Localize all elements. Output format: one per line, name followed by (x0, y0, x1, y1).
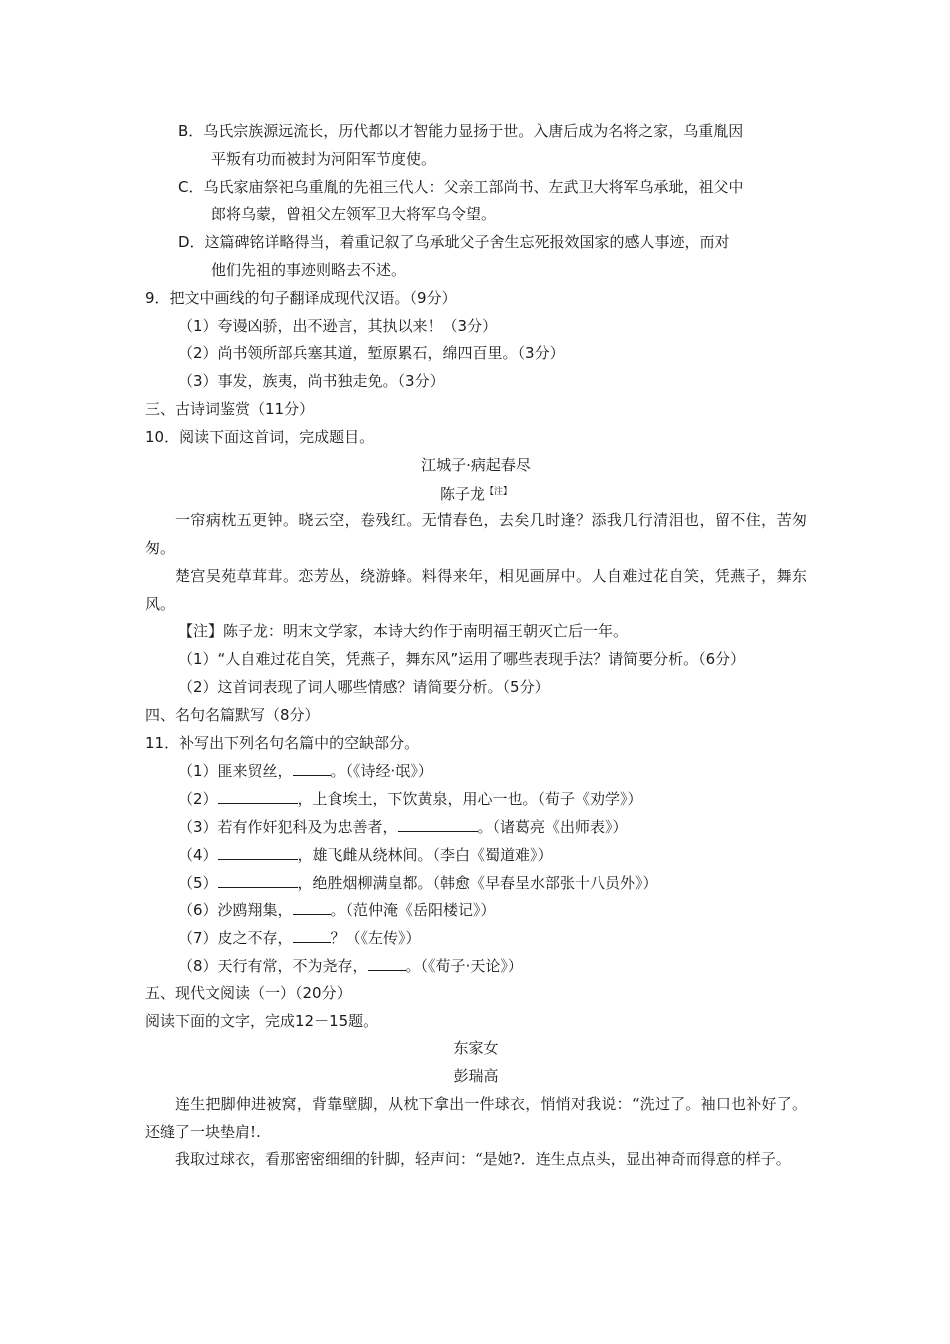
answer-blank[interactable] (293, 924, 331, 943)
q8-option-c (145, 174, 807, 230)
poem-title: 江城子·病起春尽 (421, 455, 531, 474)
poem-note: 【注】陈子龙：明末文学家，本诗大约作于南明福王朝灭亡后一年。 (178, 622, 629, 641)
answer-blank[interactable] (398, 813, 478, 832)
poem-stanza: 一帘病枕五更钟。晓云空，卷残红。无情春色，去矣几时逢？添我几行清泪也，留不住，苦匆匆。 (145, 511, 807, 557)
poem-author-line (145, 479, 807, 507)
option-line: 他们先祖的事迹则略去不述。 (211, 260, 407, 279)
q9-item: （2）尚书领所部兵塞其道，堑原累石，绵四百里。（3分） (178, 344, 565, 363)
option-line: B．乌氏宗族源远流长，历代都以才智能力显扬于世。入唐后成为名将之家，乌重胤因 (178, 122, 744, 140)
author-note-mark: 【注】 (485, 487, 513, 498)
poem-stanza: 楚宫吴苑草茸茸。恋芳丛，绕游蜂。料得来年，相见画屏中。人自难过花自笑，凭燕子，舞东风。 (145, 566, 807, 613)
option-line: 郎将乌蒙，曾祖父左领军卫大将军乌令望。 (211, 205, 497, 224)
q11-item-suffix: ，雄飞雌从绕林间。（李白《蜀道难》） (297, 845, 553, 864)
q8-option-d (145, 229, 807, 285)
article-paragraph: 我取过球衣，看那密密细细的针脚，轻声问：“是她?．连生点点头，显出神奇而得意的样子。 (175, 1150, 791, 1169)
q11-item-prefix: （6）沙鸥翔集， (178, 901, 293, 920)
q9-stem: 9．把文中画线的句子翻译成现代汉语。（9分） (145, 288, 457, 307)
q10-sub2: （2）这首词表现了词人哪些情感？请简要分析。（5分） (178, 677, 550, 696)
q11-item-prefix: （5） (178, 873, 218, 892)
q11-item-prefix: （2） (178, 790, 218, 809)
q10-stem: 10．阅读下面这首词，完成题目。 (145, 427, 375, 446)
article-paragraph: 连生把脚伸进被窝，背靠壁脚，从枕下拿出一件球衣，悄悄对我说：“洗过了。袖口也补好了。还缝了一块垫肩!. (145, 1094, 807, 1141)
section-heading: 四、名句名篇默写（8分） (145, 705, 320, 724)
answer-blank[interactable] (218, 869, 298, 888)
q11-item (145, 785, 807, 813)
q10-sub1: （1）“人自难过花自笑，凭燕子，舞东风”运用了哪些表现手法？请简要分析。（6分） (178, 650, 746, 669)
article-title: 东家女 (453, 1039, 499, 1058)
q12-stem: 阅读下面的文字，完成12－15题。 (145, 1011, 379, 1030)
q9-item: （3）事发，族夷，尚书独走免。（3分） (178, 372, 445, 391)
article-author: 彭瑞高 (453, 1067, 499, 1086)
q11-item (145, 924, 807, 952)
exam-page (145, 118, 807, 1174)
section-heading: 五、现代文阅读（一）（20分） (145, 983, 352, 1002)
q11-item-prefix: （3）若有作奸犯科及为忠善者， (178, 817, 398, 836)
poem-author: 陈子龙 (439, 485, 485, 504)
q8-option-b (145, 118, 807, 174)
option-line: C．乌氏家庙祭祀乌重胤的先祖三代人：父亲工部尚书、左武卫大将军乌承玼，祖父中 (178, 177, 744, 196)
q11-item (145, 896, 807, 924)
q11-item-suffix: ，绝胜烟柳满皇都。（韩愈《早春呈水部张十八员外》） (297, 873, 658, 892)
q11-item-suffix: 。（《诗经·氓》） (330, 762, 433, 781)
q9-item: （1）夸谩凶骄，出不逊言，其执以来！（3分） (178, 316, 498, 335)
q11-stem: 11．补写出下列名句名篇中的空缺部分。 (145, 733, 420, 752)
q11-item-prefix: （1）匪来贸丝， (178, 762, 293, 781)
answer-blank[interactable] (368, 952, 406, 971)
q11-item (145, 869, 807, 897)
q11-item-suffix: ？（《左传》） (330, 929, 421, 948)
q11-item-prefix: （8）天行有常，不为尧存， (178, 956, 368, 975)
q11-item-suffix: 。（《荀子·天论》） (405, 956, 523, 975)
answer-blank[interactable] (218, 841, 298, 860)
answer-blank[interactable] (293, 896, 331, 915)
section-heading: 三、古诗词鉴赏（11分） (145, 399, 315, 418)
answer-blank[interactable] (293, 757, 331, 776)
q11-list (145, 757, 807, 979)
q11-item (145, 813, 807, 841)
q11-item (145, 952, 807, 980)
q11-item-prefix: （4） (178, 845, 218, 864)
q11-item-prefix: （7）皮之不存， (178, 929, 293, 948)
option-line: 平叛有功而被封为河阳军节度使。 (211, 149, 437, 168)
q11-item-suffix: 。（诸葛亮《出师表》） (477, 817, 628, 836)
q11-item-suffix: 。（范仲淹《岳阳楼记》） (330, 901, 496, 920)
q11-item-suffix: ，上食埃土，下饮黄泉，用心一也。（荀子《劝学》） (297, 790, 643, 809)
q11-item (145, 757, 807, 785)
option-line: D．这篇碑铭详略得当，着重记叙了乌承玼父子舍生忘死报效国家的感人事迹，而对 (178, 233, 730, 252)
answer-blank[interactable] (218, 785, 298, 804)
q11-item (145, 841, 807, 869)
